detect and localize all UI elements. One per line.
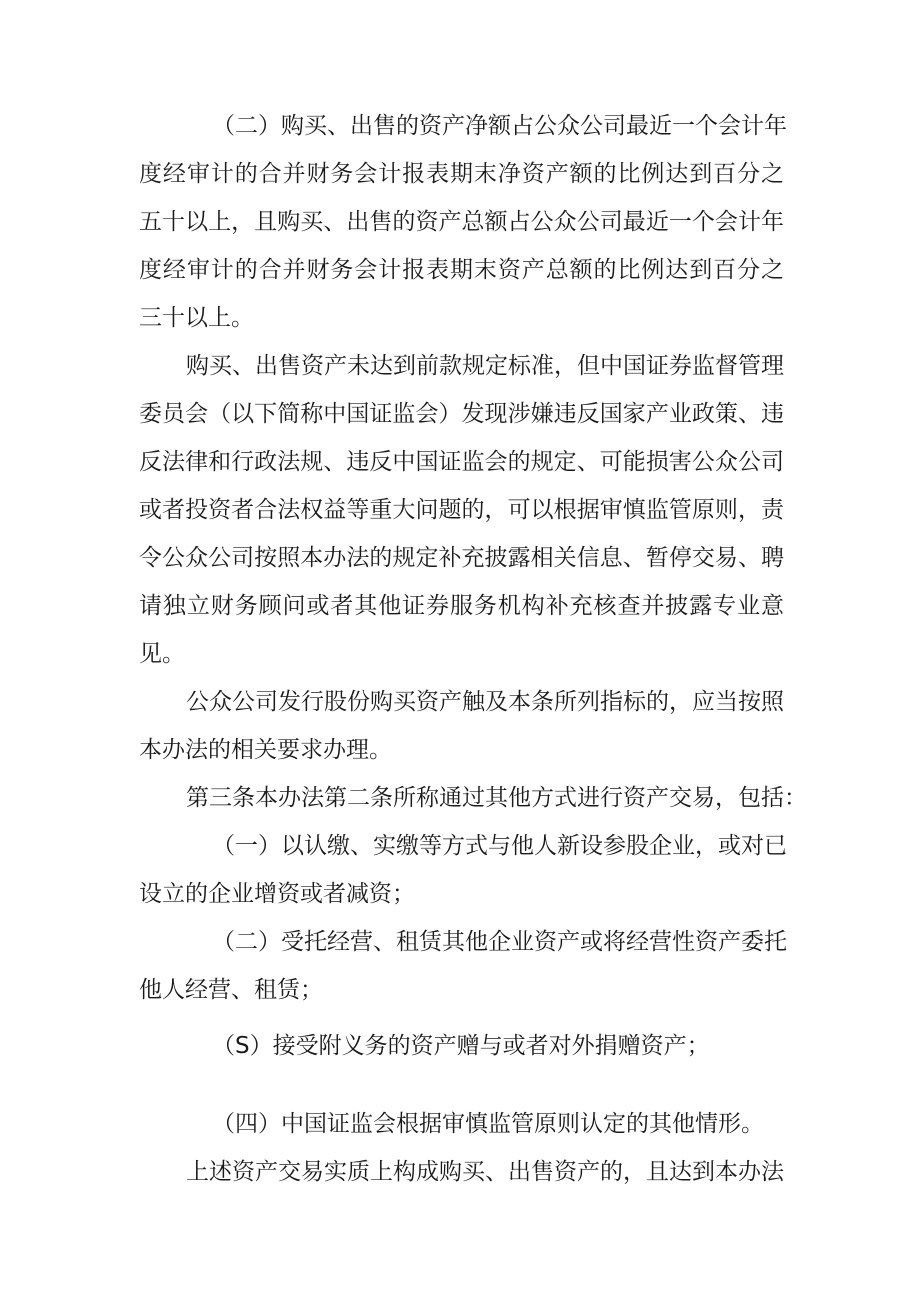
paragraph-line: 请独立财务顾问或者其他证券服务机构补充核查并披露专业意 [139, 593, 784, 619]
paragraph-line: 公众公司发行股份购买资产触及本条所列指标的，应当按照 [186, 689, 784, 715]
paragraph-line: 五十以上，且购买、出售的资产总额占公众公司最近一个会计年 [139, 209, 784, 235]
paragraph-line: 或者投资者合法权益等重大问题的，可以根据审慎监管原则，责 [139, 497, 784, 523]
paragraph-line: 反法律和行政法规、违反中国证监会的规定、可能损害公众公司 [139, 449, 784, 475]
paragraph-line: 委员会（以下简称中国证监会）发现涉嫌违反国家产业政策、违 [139, 401, 784, 427]
paragraph-line: 见。 [139, 641, 185, 667]
paragraph-line: 三十以上。 [139, 305, 254, 331]
paragraph-line: 上述资产交易实质上构成购买、出售资产的，且达到本办法 [186, 1159, 784, 1185]
list-item-line: （四）中国证监会根据审慎监管原则认定的其他情形。 [212, 1111, 764, 1137]
list-item-line: 他人经营、租赁； [139, 977, 323, 1003]
paragraph-line: 度经审计的合并财务会计报表期末净资产额的比例达到百分之 [139, 161, 784, 187]
list-item-line: （二）受托经营、租赁其他企业资产或将经营性资产委托 [212, 929, 787, 955]
paragraph-line: 度经审计的合并财务会计报表期末资产总额的比例达到百分之 [139, 257, 784, 283]
paragraph-line: （二）购买、出售的资产净额占公众公司最近一个会计年 [212, 113, 787, 139]
list-item-line: （S）接受附义务的资产赠与或者对外捐赠资产； [212, 1033, 710, 1059]
list-item-line: （一）以认缴、实缴等方式与他人新设参股企业，或对已 [212, 833, 787, 859]
paragraph-line: 令公众公司按照本办法的规定补充披露相关信息、暂停交易、聘 [139, 545, 784, 571]
paragraph-line: 本办法的相关要求办理。 [139, 737, 392, 763]
article-heading-line: 第三条本办法第二条所称通过其他方式进行资产交易，包括： [186, 785, 807, 811]
paragraph-line: 购买、出售资产未达到前款规定标准，但中国证券监督管理 [186, 353, 784, 379]
list-item-line: 设立的企业增资或者减资； [139, 881, 415, 907]
